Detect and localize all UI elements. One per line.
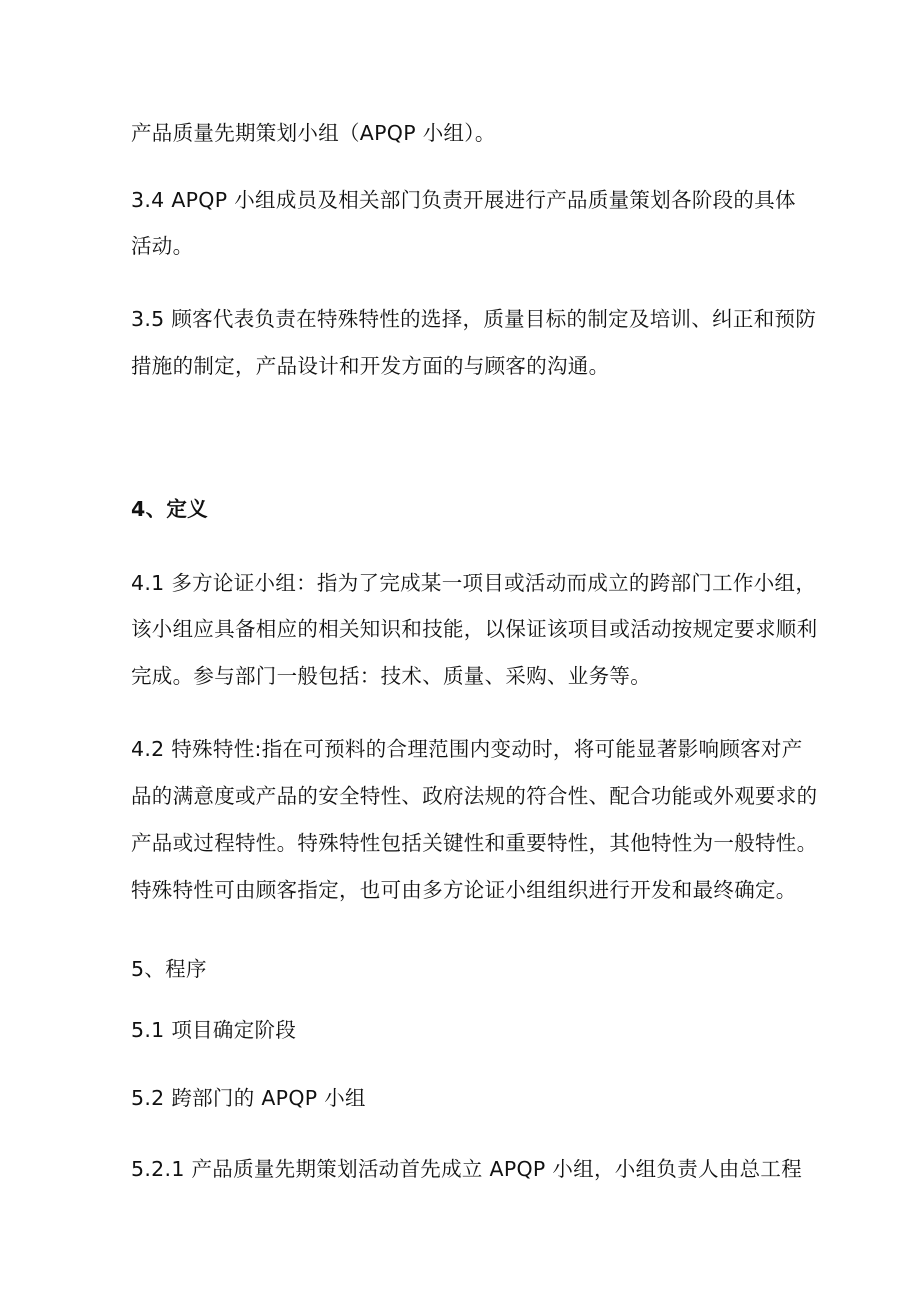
section-3-5-line-2: 措施的制定，产品设计和开发方面的与顾客的沟通。 — [131, 354, 610, 378]
paragraph-line: 产品质量先期策划小组（APQP 小组）。 — [131, 121, 496, 145]
section-4-2-line-3: 产品或过程特性。特殊特性包括关键性和重要特性，其他特性为一般特性。 — [131, 831, 818, 855]
section-5-2-heading: 5.2 跨部门的 APQP 小组 — [131, 1086, 366, 1110]
section-4-2-line-1: 4.2 特殊特性:指在可预料的合理范围内变动时，将可能显著影响顾客对产 — [131, 737, 803, 761]
section-5-1-heading: 5.1 项目确定阶段 — [131, 1018, 297, 1042]
section-4-1-line-2: 该小组应具备相应的相关知识和技能，以保证该项目或活动按规定要求顺利 — [131, 617, 818, 641]
section-5-2-1-line-1: 5.2.1 产品质量先期策划活动首先成立 APQP 小组，小组负责人由总工程 — [131, 1157, 802, 1181]
section-4-heading: 4、定义 — [131, 497, 208, 521]
section-4-1-line-1: 4.1 多方论证小组：指为了完成某一项目或活动而成立的跨部门工作小组， — [131, 571, 817, 595]
section-4-2-line-2: 品的满意度或产品的安全特性、政府法规的符合性、配合功能或外观要求的 — [131, 784, 818, 808]
section-3-4-line-2: 活动。 — [131, 234, 194, 258]
section-4-1-line-3: 完成。参与部门一般包括：技术、质量、采购、业务等。 — [131, 664, 651, 688]
section-3-4-line-1: 3.4 APQP 小组成员及相关部门负责开展进行产品质量策划各阶段的具体 — [131, 188, 796, 212]
section-5-heading: 5、程序 — [131, 957, 207, 981]
section-3-5-line-1: 3.5 顾客代表负责在特殊特性的选择，质量目标的制定及培训、纠正和预防 — [131, 307, 817, 331]
section-4-2-line-4: 特殊特性可由顾客指定，也可由多方论证小组组织进行开发和最终确定。 — [131, 878, 797, 902]
